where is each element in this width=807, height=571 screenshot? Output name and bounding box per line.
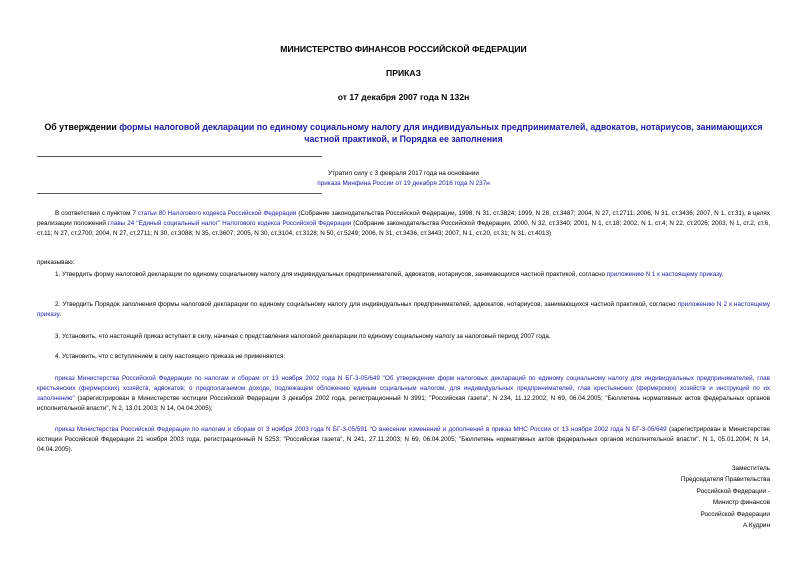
item-3-paragraph: 3. Установить, что настоящий приказ вступает в силу, начиная с представления налоговой декларации по единому социальному налогу за налоговый период 2007 года. xyxy=(55,333,551,340)
intro-text-1: В соответствии с пунктом 7 xyxy=(55,210,138,217)
not-applied-order-b xyxy=(37,425,770,455)
order-b-text: (зарегистрирован в Министерстве юстиции Российской Федерации 21 ноября 2003 года, регистрационный N 5253; "Российская газета", N 241, 27.11.2003; N 69, 06.04.2005; "Бюллетень нормативных актов федеральных органов исполнительной власти", N 1, 05.01.2004; N 14, 04.04.2005). xyxy=(37,426,770,453)
doc-type-heading: ПРИКАЗ xyxy=(386,68,421,78)
signature-line-5: Российской Федерации xyxy=(700,510,770,518)
title-link[interactable]: формы налоговой декларации по единому социальному налогу для индивидуальных предпринимателей, адвокатов, нотариусов, занимающихся частной практикой, и Порядка ее заполнения xyxy=(119,122,763,144)
lost-force-note xyxy=(37,169,770,189)
order-a-link[interactable]: приказ Министерства Российской Федерации по налогам и сборам от 13 ноября 2002 года N БГ-3-05/649 "Об утверждении форм налоговых деклараций по единому социальному налогу для индивидуальных предпринимателей, глав крестьянских (фермерских) хозяйств, адвокатов; о предполагаемом доходе, подлежащем обложению единым социальным налогом, для индивидуальных предпринимателей, глав крестьянских (фермерских) хозяйств и инструкций по их заполнению" xyxy=(37,375,770,402)
intro-text-3: (Собрание законодательства Российской Федерации, 2000, N 32, ст.3340; 2001, N 1, ст.18; 2002, N 1, ст.4; N 22, ст.2026; 2003, N 1, ст.2, ст.6, ст.11; N 27, ст.2700; 2004, N 27, ст.2711; N 30, ст.3088; N 35, ст.3607; 2005, N 30, ст.3104, ст.3128; N 50, ст.5249; 2006, N 31, ст.3436, ст.3443; 2007, N 1, ст.20, ст.31; N 31, ст.4013) xyxy=(37,220,770,237)
signature-line-6: А.Кудрин xyxy=(742,522,770,530)
item-2-end: . xyxy=(59,311,61,318)
ministry-heading: МИНИСТЕРСТВО ФИНАНСОВ РОССИЙСКОЙ ФЕДЕРАЦИИ xyxy=(280,44,527,54)
title-prefix: Об утверждении xyxy=(44,122,120,132)
item-1-end: . xyxy=(721,271,724,278)
intro-paragraph xyxy=(37,209,770,239)
item-4-paragraph: 4. Установить, что с вступлением в силу настоящего приказа не применяются: xyxy=(55,353,286,360)
not-applied-order-a xyxy=(37,374,770,414)
intro-link-article80[interactable]: статьи 80 Налогового кодекса Российской Федерации xyxy=(137,210,297,217)
signature-block xyxy=(570,463,770,531)
order-a-text: (зарегистрирован в Министерстве юстиции Российской Федерации 3 декабря 2002 года, регистрационный N 3991; "Российская газета", N 234, 11.12.2002; N 69, 06.04.2005; "Бюллетень нормативных актов федеральных органов исполнительной власти", N 2, 13.01.2003; N 14, 04.04.2005); xyxy=(37,395,770,412)
item-1-text: 1. Утвердить форму налоговой декларации по единому социальному налогу для индивидуальных предпринимателей, адвокатов, нотариусов, занимающихся частной практикой, согласно xyxy=(55,271,607,278)
order-word: приказываю: xyxy=(37,259,75,266)
signature-line-2: Председателя Правительства xyxy=(680,476,770,484)
lost-force-link[interactable]: приказа Минфина России от 19 декабря 2016 года N 237н xyxy=(317,180,490,187)
date-number-heading: от 17 декабря 2007 года N 132н xyxy=(337,92,470,102)
item-1-link[interactable]: приложению N 1 к настоящему приказу xyxy=(606,271,722,278)
top-divider xyxy=(37,156,322,157)
bottom-divider xyxy=(37,193,322,194)
order-b-link[interactable]: приказ Министерства Российской Федерации по налогам и сборам от 3 ноября 2003 года N БГ-3-05/591 "О внесении изменений и дополнений в приказ МНС России от 13 ноября 2002 года N БГ-3-05/649 xyxy=(55,426,667,433)
item-1-paragraph xyxy=(37,270,770,280)
document-title xyxy=(37,121,770,145)
signature-line-3: Российской Федерации - xyxy=(696,487,770,495)
item-2-link[interactable]: приложению N 2 к настоящему приказу xyxy=(37,301,771,318)
intro-text-2: (Собрание законодательства Российской Федерации, 1998, N 31, ст.3824; 1999, N 28, ст.3487; 2004, N 27, ст.2711; 2006, N 31, ст.3436; 2007, N 1, ст.31), в целях реализации положений xyxy=(37,210,770,227)
signature-line-4: Министр финансов xyxy=(712,499,770,507)
intro-link-chapter24[interactable]: главы 24 "Единый социальный налог" Налогового кодекса Российской Федерации xyxy=(108,220,352,227)
item-2-paragraph xyxy=(37,300,770,320)
signature-line-1: Заместитель xyxy=(731,465,770,472)
item-2-text: 2. Утвердить Порядок заполнения формы налоговой декларации по единому социальному налогу для индивидуальных предпринимателей, адвокатов, нотариусов, занимающихся частной практикой, согласно xyxy=(55,301,678,308)
lost-force-text: Утратил силу с 3 февраля 2017 года на основании xyxy=(328,170,479,177)
